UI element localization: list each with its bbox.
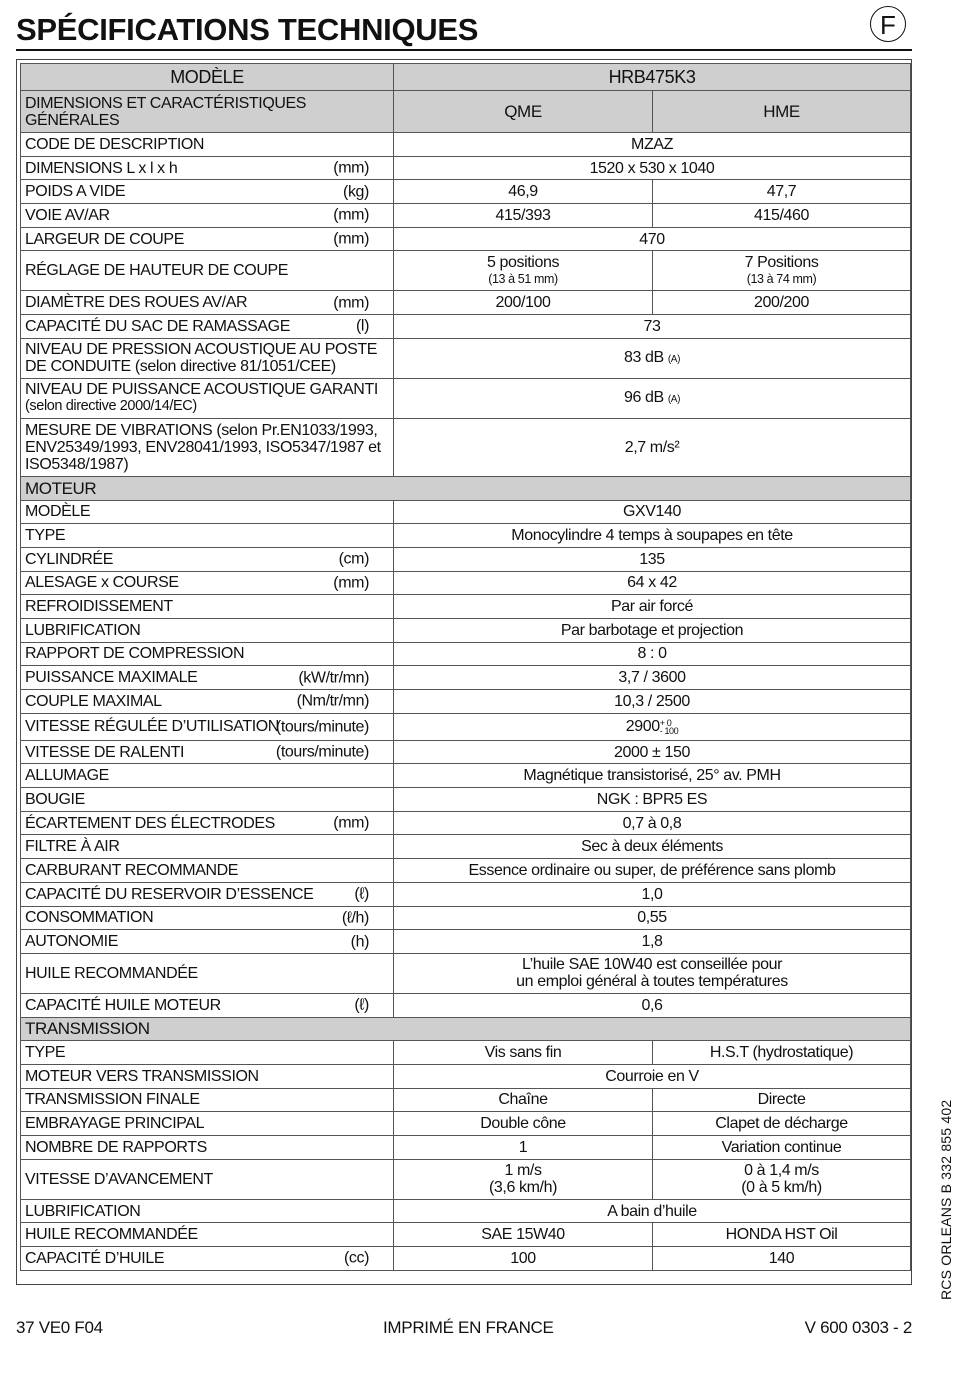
row-value: L’huile SAE 10W40 est conseillée pour bbox=[521, 956, 783, 974]
row-value-b: H.S.T (hydrostatique) bbox=[653, 1041, 911, 1065]
row-unit: (ℓ/h) bbox=[341, 909, 369, 927]
table-row bbox=[21, 930, 911, 954]
row-value-b: 47,7 bbox=[653, 180, 911, 204]
language-badge: F bbox=[870, 6, 906, 42]
row-label: MODÈLE bbox=[21, 500, 394, 524]
row-value: 10,3 / 2500 bbox=[394, 690, 911, 714]
row-label: MESURE DE VIBRATIONS (selon Pr.EN1033/1993, ENV25349/1993, ENV28041/1993, ISO5347/1987 et ISO5348/1987) bbox=[21, 418, 394, 476]
row-value: Essence ordinaire ou super, de préférence sans plomb bbox=[394, 859, 911, 883]
row-unit: (Nm/tr/mn) bbox=[296, 692, 369, 710]
row-value-a-line2: (3,6 km/h) bbox=[488, 1179, 558, 1197]
row-value-a: Vis sans fin bbox=[394, 1041, 653, 1065]
row-label: POIDS A VIDE bbox=[25, 183, 126, 201]
footer-printed-in: IMPRIMÉ EN FRANCE bbox=[383, 1318, 554, 1337]
table-row bbox=[21, 906, 911, 930]
table-row bbox=[21, 204, 911, 228]
registration-side-text: RCS ORLEANS B 332 855 402 bbox=[938, 1099, 954, 1300]
row-value: 0,55 bbox=[394, 906, 911, 930]
row-value-a-detail: (13 à 51 mm) bbox=[488, 271, 558, 286]
table-row bbox=[21, 1247, 911, 1271]
row-value-b: Clapet de décharge bbox=[653, 1112, 911, 1136]
table-row bbox=[21, 1064, 911, 1088]
table-row bbox=[21, 713, 911, 740]
row-value: 83 dB bbox=[624, 348, 664, 366]
row-label: CYLINDRÉE bbox=[25, 550, 113, 568]
row-value-a: Double cône bbox=[394, 1112, 653, 1136]
title-divider bbox=[16, 49, 912, 51]
row-label: VITESSE RÉGULÉE D’UTILISATION bbox=[25, 718, 279, 736]
row-label: ALLUMAGE bbox=[21, 764, 394, 788]
row-label: ALESAGE x COURSE bbox=[25, 574, 179, 592]
spec-table-frame bbox=[16, 59, 912, 1285]
table-row bbox=[21, 156, 911, 180]
table-row bbox=[21, 788, 911, 812]
row-value: Par barbotage et projection bbox=[394, 618, 911, 642]
row-value: 1,0 bbox=[394, 882, 911, 906]
table-row bbox=[21, 133, 911, 157]
table-row bbox=[21, 1088, 911, 1112]
table-row bbox=[21, 338, 911, 378]
row-value-a: 415/393 bbox=[394, 204, 653, 228]
row-value-a: 5 positions bbox=[486, 253, 560, 271]
table-row bbox=[21, 378, 911, 418]
row-value: 0,7 à 0,8 bbox=[394, 811, 911, 835]
row-label: VITESSE D’AVANCEMENT bbox=[21, 1159, 394, 1199]
row-label: LARGEUR DE COUPE bbox=[25, 230, 184, 248]
table-row bbox=[21, 666, 911, 690]
row-unit: (mm) bbox=[333, 206, 369, 224]
section-row-moteur bbox=[21, 476, 911, 500]
row-label: DIMENSIONS L x l x h bbox=[25, 159, 178, 177]
row-value-a: Chaîne bbox=[394, 1088, 653, 1112]
row-unit: (h) bbox=[350, 933, 369, 951]
table-row bbox=[21, 418, 911, 476]
row-value-b-line2: (0 à 5 km/h) bbox=[741, 1179, 822, 1197]
row-label: CAPACITÉ D’HUILE bbox=[25, 1249, 165, 1267]
row-value-b: 415/460 bbox=[653, 204, 911, 228]
row-value-b: 200/200 bbox=[653, 291, 911, 315]
row-value: Monocylindre 4 temps à soupapes en tête bbox=[394, 524, 911, 548]
tolerance-plus: + 0 bbox=[659, 717, 672, 728]
table-row bbox=[21, 571, 911, 595]
table-row bbox=[21, 642, 911, 666]
row-label: RAPPORT DE COMPRESSION bbox=[21, 642, 394, 666]
table-row bbox=[21, 882, 911, 906]
row-value-a: 1 m/s bbox=[504, 1162, 542, 1180]
row-label: AUTONOMIE bbox=[25, 933, 119, 951]
variant-b-heading: HME bbox=[653, 91, 911, 133]
row-value-a: SAE 15W40 bbox=[394, 1223, 653, 1247]
row-label: CAPACITÉ DU SAC DE RAMASSAGE bbox=[25, 317, 291, 335]
row-label: CAPACITÉ DU RESERVOIR D’ESSENCE bbox=[25, 885, 314, 903]
row-value-b: HONDA HST Oil bbox=[653, 1223, 911, 1247]
row-label: COUPLE MAXIMAL bbox=[25, 692, 162, 710]
row-value: 2,7 m/s² bbox=[394, 418, 911, 476]
table-row bbox=[21, 953, 911, 993]
row-value: 64 x 42 bbox=[394, 571, 911, 595]
row-unit: (ℓ) bbox=[354, 996, 369, 1014]
table-row bbox=[21, 1041, 911, 1065]
row-label: REFROIDISSEMENT bbox=[21, 595, 394, 619]
row-label: HUILE RECOMMANDÉE bbox=[21, 1223, 394, 1247]
row-label: FILTRE À AIR bbox=[21, 835, 394, 859]
row-label: LUBRIFICATION bbox=[21, 618, 394, 642]
section-heading: TRANSMISSION bbox=[21, 1017, 911, 1041]
section-heading: MOTEUR bbox=[21, 476, 911, 500]
row-value-b: 140 bbox=[653, 1247, 911, 1271]
table-row bbox=[21, 740, 911, 764]
variant-header-row bbox=[21, 91, 911, 133]
general-section-heading: DIMENSIONS ET CARACTÉRISTIQUES GÉNÉRALES bbox=[21, 91, 394, 133]
row-value: 135 bbox=[394, 547, 911, 571]
table-row bbox=[21, 764, 911, 788]
row-value: 0,6 bbox=[394, 993, 911, 1017]
row-value: 1,8 bbox=[394, 930, 911, 954]
row-unit: (mm) bbox=[333, 294, 369, 312]
row-label: MOTEUR VERS TRANSMISSION bbox=[21, 1064, 394, 1088]
table-row bbox=[21, 811, 911, 835]
row-value: Sec à deux éléments bbox=[394, 835, 911, 859]
row-unit: (tours/minute) bbox=[275, 743, 369, 761]
row-label: VOIE AV/AR bbox=[25, 206, 110, 224]
table-row bbox=[21, 835, 911, 859]
row-value: 1520 x 530 x 1040 bbox=[394, 156, 911, 180]
row-unit: (tours/minute) bbox=[275, 718, 369, 736]
row-label: NIVEAU DE PRESSION ACOUSTIQUE AU POSTE DE CONDUITE bbox=[25, 341, 377, 376]
row-label: EMBRAYAGE PRINCIPAL bbox=[21, 1112, 394, 1136]
row-label: RÉGLAGE DE HAUTEUR DE COUPE bbox=[21, 251, 394, 291]
table-row bbox=[21, 595, 911, 619]
table-row bbox=[21, 1223, 911, 1247]
variant-a-heading: QME bbox=[394, 91, 653, 133]
row-label: PUISSANCE MAXIMALE bbox=[25, 669, 198, 687]
row-label: DIAMÈTRE DES ROUES AV/AR bbox=[25, 294, 248, 312]
model-value: HRB475K3 bbox=[394, 64, 911, 91]
table-row bbox=[21, 859, 911, 883]
row-label: TRANSMISSION FINALE bbox=[21, 1088, 394, 1112]
table-row bbox=[21, 1199, 911, 1223]
row-label-note: (selon directive 81/1051/CEE) bbox=[134, 358, 336, 376]
row-value-b: Directe bbox=[653, 1088, 911, 1112]
row-label: ÉCARTEMENT DES ÉLECTRODES bbox=[25, 814, 275, 832]
row-value: Par air forcé bbox=[394, 595, 911, 619]
row-value-weighting: (A) bbox=[667, 393, 681, 405]
row-value-a: 46,9 bbox=[394, 180, 653, 204]
row-label: VITESSE DE RALENTI bbox=[25, 743, 185, 761]
row-value-a: 100 bbox=[394, 1247, 653, 1271]
row-unit: (cc) bbox=[343, 1249, 369, 1267]
row-unit: (mm) bbox=[333, 159, 369, 177]
row-value: 470 bbox=[394, 227, 911, 251]
footer-document-code: 37 VE0 F04 bbox=[16, 1318, 103, 1337]
row-label: HUILE RECOMMANDÉE bbox=[21, 953, 394, 993]
row-label: LUBRIFICATION bbox=[21, 1199, 394, 1223]
model-header-row bbox=[21, 64, 911, 91]
row-value: Magnétique transistorisé, 25° av. PMH bbox=[394, 764, 911, 788]
table-row bbox=[21, 1112, 911, 1136]
section-row-transmission bbox=[21, 1017, 911, 1041]
row-value: MZAZ bbox=[394, 133, 911, 157]
row-unit: (mm) bbox=[333, 574, 369, 592]
row-label: BOUGIE bbox=[21, 788, 394, 812]
row-value: 96 dB bbox=[624, 388, 664, 406]
row-unit: (ℓ) bbox=[354, 885, 369, 903]
row-label: TYPE bbox=[21, 1041, 394, 1065]
row-value-b: Variation continue bbox=[653, 1136, 911, 1160]
row-value-b: 0 à 1,4 m/s bbox=[744, 1162, 819, 1180]
row-value: Courroie en V bbox=[394, 1064, 911, 1088]
row-unit: (kg) bbox=[343, 183, 369, 201]
row-label: CAPACITÉ HUILE MOTEUR bbox=[25, 996, 221, 1014]
row-value-b-detail: (13 à 74 mm) bbox=[746, 271, 817, 286]
row-value: A bain d’huile bbox=[394, 1199, 911, 1223]
model-label: MODÈLE bbox=[21, 64, 394, 91]
row-unit: (mm) bbox=[333, 230, 369, 248]
row-value: 2000 ± 150 bbox=[394, 740, 911, 764]
row-label: CODE DE DESCRIPTION bbox=[21, 133, 394, 157]
row-unit: (l) bbox=[355, 317, 369, 335]
page-title: SPÉCIFICATIONS TECHNIQUES bbox=[16, 12, 479, 47]
table-row bbox=[21, 500, 911, 524]
row-value: 73 bbox=[394, 315, 911, 339]
row-unit: (mm) bbox=[333, 814, 369, 832]
table-row bbox=[21, 291, 911, 315]
row-value-b: 7 Positions bbox=[744, 253, 819, 271]
row-label: CARBURANT RECOMMANDE bbox=[21, 859, 394, 883]
table-row bbox=[21, 180, 911, 204]
tolerance-minus: - 100 bbox=[659, 725, 679, 736]
row-value-weighting: (A) bbox=[667, 353, 681, 365]
table-row bbox=[21, 251, 911, 291]
row-value-a: 200/100 bbox=[394, 291, 653, 315]
row-label: TYPE bbox=[21, 524, 394, 548]
table-row bbox=[21, 1159, 911, 1199]
row-value: 8 : 0 bbox=[394, 642, 911, 666]
row-label: NIVEAU DE PUISSANCE ACOUSTIQUE GARANTI bbox=[25, 381, 378, 399]
footer-reference: V 600 0303 - 2 bbox=[804, 1318, 912, 1337]
table-row bbox=[21, 547, 911, 571]
row-unit: (kW/tr/mn) bbox=[298, 669, 369, 687]
row-value: GXV140 bbox=[394, 500, 911, 524]
table-row bbox=[21, 993, 911, 1017]
table-row bbox=[21, 1136, 911, 1160]
row-label: NOMBRE DE RAPPORTS bbox=[21, 1136, 394, 1160]
row-unit: (cm) bbox=[338, 550, 369, 568]
table-row bbox=[21, 690, 911, 714]
table-row bbox=[21, 524, 911, 548]
row-value: 2900 bbox=[625, 718, 660, 736]
row-label-note: (selon directive 2000/14/EC) bbox=[25, 398, 197, 415]
table-row bbox=[21, 227, 911, 251]
row-value: NGK : BPR5 ES bbox=[394, 788, 911, 812]
table-row bbox=[21, 315, 911, 339]
table-row bbox=[21, 618, 911, 642]
row-value-line2: un emploi général à toutes températures bbox=[516, 973, 788, 991]
row-value: 3,7 / 3600 bbox=[394, 666, 911, 690]
row-label: CONSOMMATION bbox=[25, 909, 154, 927]
row-value-a: 1 bbox=[394, 1136, 653, 1160]
spec-table bbox=[20, 63, 911, 1271]
